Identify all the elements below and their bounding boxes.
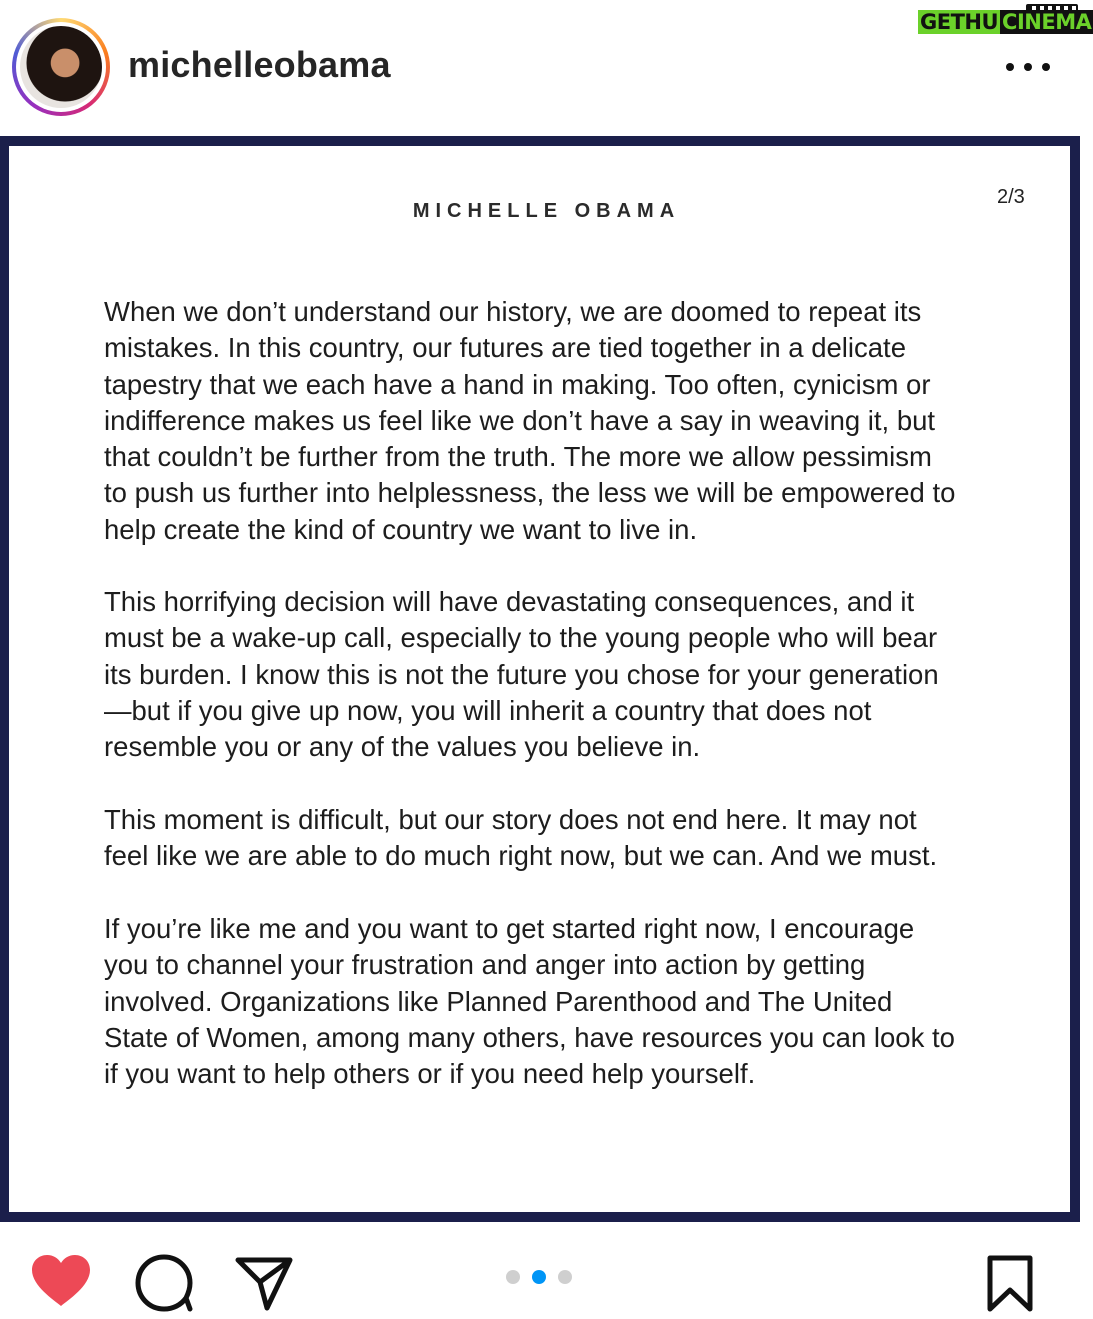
carousel-dot[interactable]	[558, 1270, 572, 1284]
statement-paragraph-1: When we don’t understand our history, we are doomed to repeat its mistakes. In this country, our futures are tied together in a delicate tapestry that we each have a hand in making. Too often, cynicism or indifference makes us feel like we don’t have a say in weaving it, but that couldn’t be further from the truth. The more we allow pessimism to push us further into helplessness, the less we will be empowered to help create the kind of country we want to live in.	[104, 296, 956, 545]
statement-paragraph-2: This horrifying decision will have devastating consequences, and it must be a wake-up call, especially to the young people who will bear its burden. I know this is not the future you chose for your generation —but if you give up now, you will inherit a country that does not resemble you or any of the values you believe in.	[104, 586, 939, 763]
watermark-logo	[916, 4, 1092, 42]
watermark-part1: GETHU	[920, 10, 999, 34]
watermark-part2: CINEMA	[1002, 10, 1092, 34]
carousel-dot[interactable]	[506, 1270, 520, 1284]
carousel-dot-active[interactable]	[532, 1270, 546, 1284]
username[interactable]: michelleobama	[128, 44, 391, 85]
statement-paragraph-3: This moment is difficult, but our story does not end here. It may not feel like we are able to do much right now, but we can. And we must.	[104, 804, 938, 872]
comment-icon[interactable]	[134, 1254, 194, 1312]
carousel-indicator	[506, 1270, 572, 1284]
share-icon[interactable]	[234, 1256, 294, 1312]
post-image[interactable]	[0, 136, 1080, 1222]
heart-icon[interactable]	[30, 1254, 92, 1308]
statement-paragraph-4: If you’re like me and you want to get started right now, I encourage you to channel your frustration and anger into action by getting involved. Organizations like Planned Parenthood and The United State of Women, among many others, have resources you can look to if you want to help others or if you need help yourself.	[104, 913, 955, 1090]
bookmark-icon[interactable]	[986, 1254, 1034, 1314]
statement-card	[9, 146, 1070, 1212]
slide-counter: 2/3	[997, 186, 1025, 208]
statement-title: MICHELLE OBAMA	[412, 200, 681, 222]
profile-avatar-story-ring[interactable]	[12, 18, 110, 116]
post-header	[0, 0, 1092, 136]
post-action-bar	[0, 1222, 1080, 1313]
avatar[interactable]	[20, 26, 102, 108]
more-options-icon[interactable]	[1006, 52, 1050, 82]
